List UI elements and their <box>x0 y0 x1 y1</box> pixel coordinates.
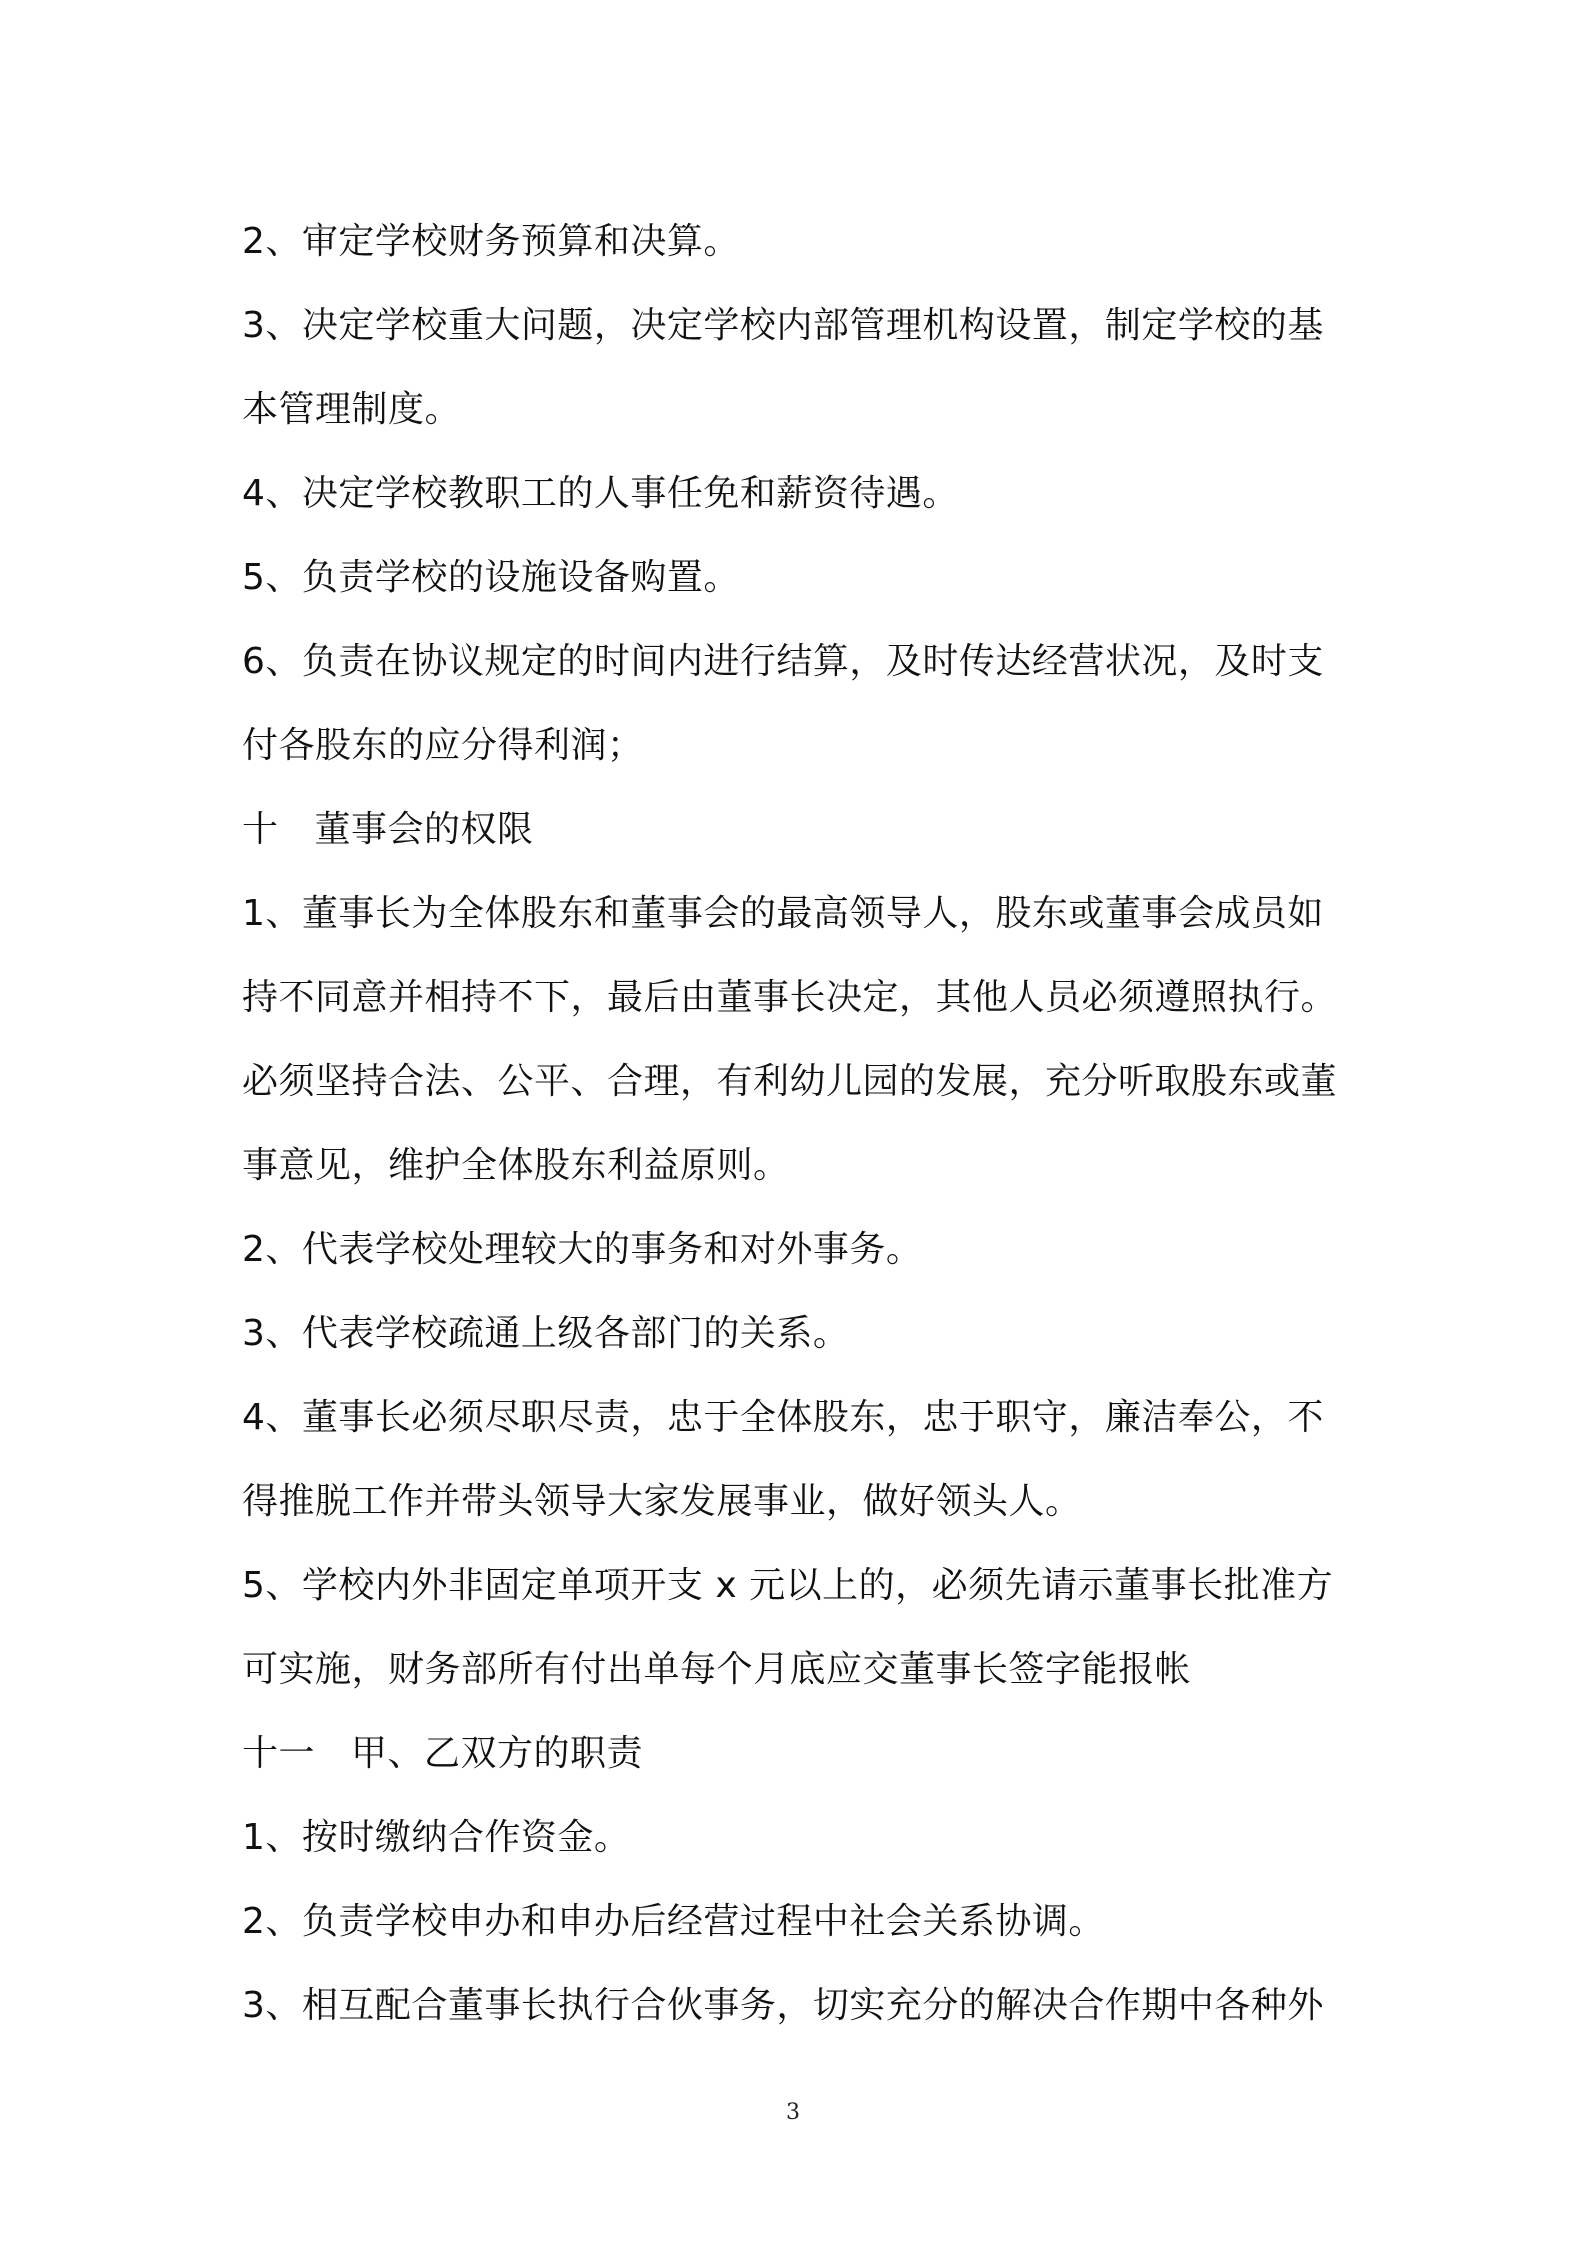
paragraph-line: 本管理制度。 <box>242 389 462 430</box>
section-heading-10 <box>242 788 1362 872</box>
paragraph-line: 3、决定学校重大问题，决定学校内部管理机构设置，制定学校的基 <box>242 305 1324 346</box>
paragraph-line: 必须坚持合法、公平、合理，有利幼儿园的发展，充分听取股东或董 <box>242 1061 1338 1102</box>
page-number: 3 <box>786 2100 800 2125</box>
section-heading-11 <box>242 1712 1362 1796</box>
paragraph-line: 1、按时缴纳合作资金。 <box>242 1817 631 1858</box>
paragraph-line: 5、负责学校的设施设备购置。 <box>242 557 740 598</box>
paragraph-line: 6、负责在协议规定的时间内进行结算，及时传达经营状况，及时支 <box>242 641 1324 682</box>
section-title: 甲、乙双方的职责 <box>351 1733 644 1774</box>
paragraph-line: 持不同意并相持不下，最后由董事长决定，其他人员必须遵照执行。 <box>242 977 1338 1018</box>
section-number: 十一 <box>242 1733 316 1774</box>
section-number: 十 <box>242 809 279 850</box>
paragraph-line: 2、负责学校申办和申办后经营过程中社会关系协调。 <box>242 1901 1105 1942</box>
paragraph-line: 4、决定学校教职工的人事任免和薪资待遇。 <box>242 473 959 514</box>
paragraph-line: 事意见，维护全体股东利益原则。 <box>242 1145 790 1186</box>
document-body <box>242 200 1362 2048</box>
paragraph-line: 4、董事长必须尽职尽责，忠于全体股东，忠于职守，廉洁奉公，不 <box>242 1397 1324 1438</box>
paragraph-line: 3、相互配合董事长执行合伙事务，切实充分的解决合作期中各种外 <box>242 1985 1324 2026</box>
paragraph-line: 2、审定学校财务预算和决算。 <box>242 221 740 262</box>
paragraph-line: 付各股东的应分得利润； <box>242 725 644 766</box>
paragraph-line: 3、代表学校疏通上级各部门的关系。 <box>242 1313 850 1354</box>
paragraph-line: 5、学校内外非固定单项开支 x 元以上的，必须先请示董事长批准方 <box>242 1565 1334 1606</box>
paragraph-line: 可实施，财务部所有付出单每个月底应交董事长签字能报帐 <box>242 1649 1192 1690</box>
paragraph-line: 得推脱工作并带头领导大家发展事业，做好领头人。 <box>242 1481 1082 1522</box>
section-title: 董事会的权限 <box>314 809 534 850</box>
paragraph-line: 1、董事长为全体股东和董事会的最高领导人，股东或董事会成员如 <box>242 893 1324 934</box>
paragraph-line: 2、代表学校处理较大的事务和对外事务。 <box>242 1229 923 1270</box>
